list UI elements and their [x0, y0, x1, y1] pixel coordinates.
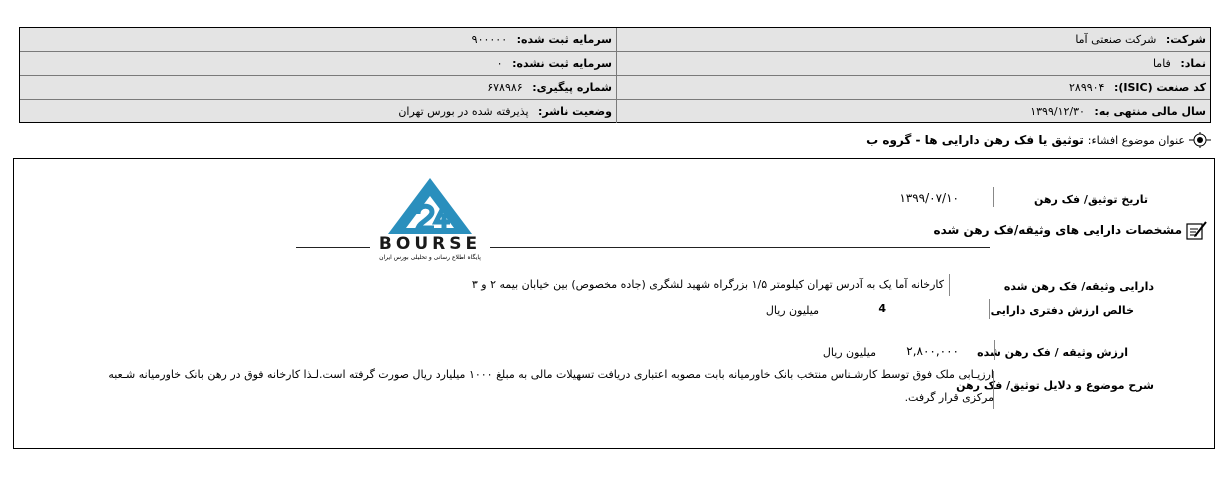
registered-capital-cell — [20, 28, 616, 51]
asset-separator — [949, 274, 950, 296]
book-value-separator — [989, 299, 990, 319]
logo-line-left — [296, 247, 370, 248]
description-label: شرح موضوع و دلایل توثیق/ فک رهن — [956, 379, 1154, 392]
book-value-unit: میلیون ریال — [765, 304, 819, 317]
section-title-text: مشخصات دارایی های وثیقه/فک رهن شده — [933, 223, 1182, 237]
publisher-status-label: وضعیت ناشر: — [538, 105, 612, 118]
publisher-status-cell — [20, 100, 616, 123]
collateral-label: ارزش وثیقه / فک رهن شده — [977, 346, 1128, 359]
collateral-unit: میلیون ریال — [822, 346, 876, 359]
fiscal-year-cell — [616, 100, 1210, 123]
symbol-label: نماد: — [1180, 57, 1206, 70]
asset-label: دارایی وثیقه/ فک رهن شده — [1003, 280, 1154, 293]
bourse-logo-icon — [366, 176, 494, 240]
disclosure-title — [866, 132, 1211, 148]
unregistered-capital-label: سرمایه ثبت نشده: — [512, 57, 612, 70]
asset-value: کارخانه آما یک به آدرس تهران کیلومتر ۱/۵ بزرگراه شهید لشگری (جاده مخصوص) بین خیابان بیمه ۲ و ۳ — [471, 278, 944, 291]
description-line-2: مرکزی قرار گرفت. — [904, 391, 994, 404]
disclosure-title-text: توثیق یا فک رهن دارایی ها - گروه ب — [866, 133, 1084, 147]
isic-value: ۲۸۹۹۰۴ — [1069, 81, 1105, 94]
symbol-value: فاما — [1152, 57, 1171, 70]
book-value-label: خالص ارزش دفتری دارایی — [990, 304, 1134, 317]
collateral-separator — [994, 340, 995, 360]
target-icon — [1189, 132, 1211, 148]
edit-icon — [1185, 219, 1209, 241]
info-row-isic — [20, 76, 1210, 100]
unregistered-capital-value: ۰ — [496, 57, 503, 70]
collateral-value: ۲,۸۰۰,۰۰۰ — [906, 344, 959, 358]
company-cell — [616, 28, 1210, 51]
info-row-fiscal-year — [20, 100, 1210, 124]
logo-line-right — [490, 247, 990, 248]
registered-capital-label: سرمایه ثبت شده: — [516, 33, 612, 46]
registered-capital-value: ۹۰۰۰۰۰ — [471, 33, 508, 46]
company-value: شرکت صنعتی آما — [1075, 33, 1157, 46]
report-box — [13, 158, 1215, 449]
tracking-number-label: شماره پیگیری: — [532, 81, 612, 94]
symbol-cell — [616, 52, 1210, 75]
info-row-company — [20, 28, 1210, 52]
info-row-symbol — [20, 52, 1210, 76]
tracking-number-cell — [20, 76, 616, 99]
date-value: ۱۳۹۹/۰۷/۱۰ — [899, 191, 959, 205]
fiscal-year-label: سال مالی منتهی به: — [1094, 105, 1206, 118]
bourse-logo-tagline: پایگاه اطلاع رسانی و تحلیلی بورس ایران — [379, 254, 481, 261]
date-separator — [993, 187, 994, 207]
tracking-number-value: ۶۷۸۹۸۶ — [487, 81, 523, 94]
unregistered-capital-cell — [20, 52, 616, 75]
disclosure-title-prefix: عنوان موضوع افشاء: — [1087, 133, 1185, 147]
company-label: شرکت: — [1165, 33, 1206, 46]
description-line-1: ارزیـابی ملک فوق توسط کارشـناس منتخب بانک خاورمیانه بابت مصوبه اعتباری دریافت تسهیلات مالی به مبلغ ۱۰۰۰ میلیارد ریال صورت گرفته است.لـذا کارخانه فوق در رهن بانک خاورمیانه شـعبه — [108, 368, 994, 381]
date-label: تاریخ توثیق/ فک رهن — [1033, 193, 1148, 206]
publisher-status-value: پذیرفته شده در بورس تهران — [398, 105, 529, 118]
isic-cell — [616, 76, 1210, 99]
section-title — [934, 219, 1209, 241]
company-info-table — [19, 27, 1211, 123]
bourse-logo-word: BOURSE — [378, 234, 482, 254]
book-value: 4 — [878, 302, 886, 315]
fiscal-year-value: ۱۳۹۹/۱۲/۳۰ — [1030, 105, 1085, 118]
isic-label: کد صنعت (ISIC): — [1113, 81, 1206, 94]
bourse-logo — [366, 176, 494, 264]
